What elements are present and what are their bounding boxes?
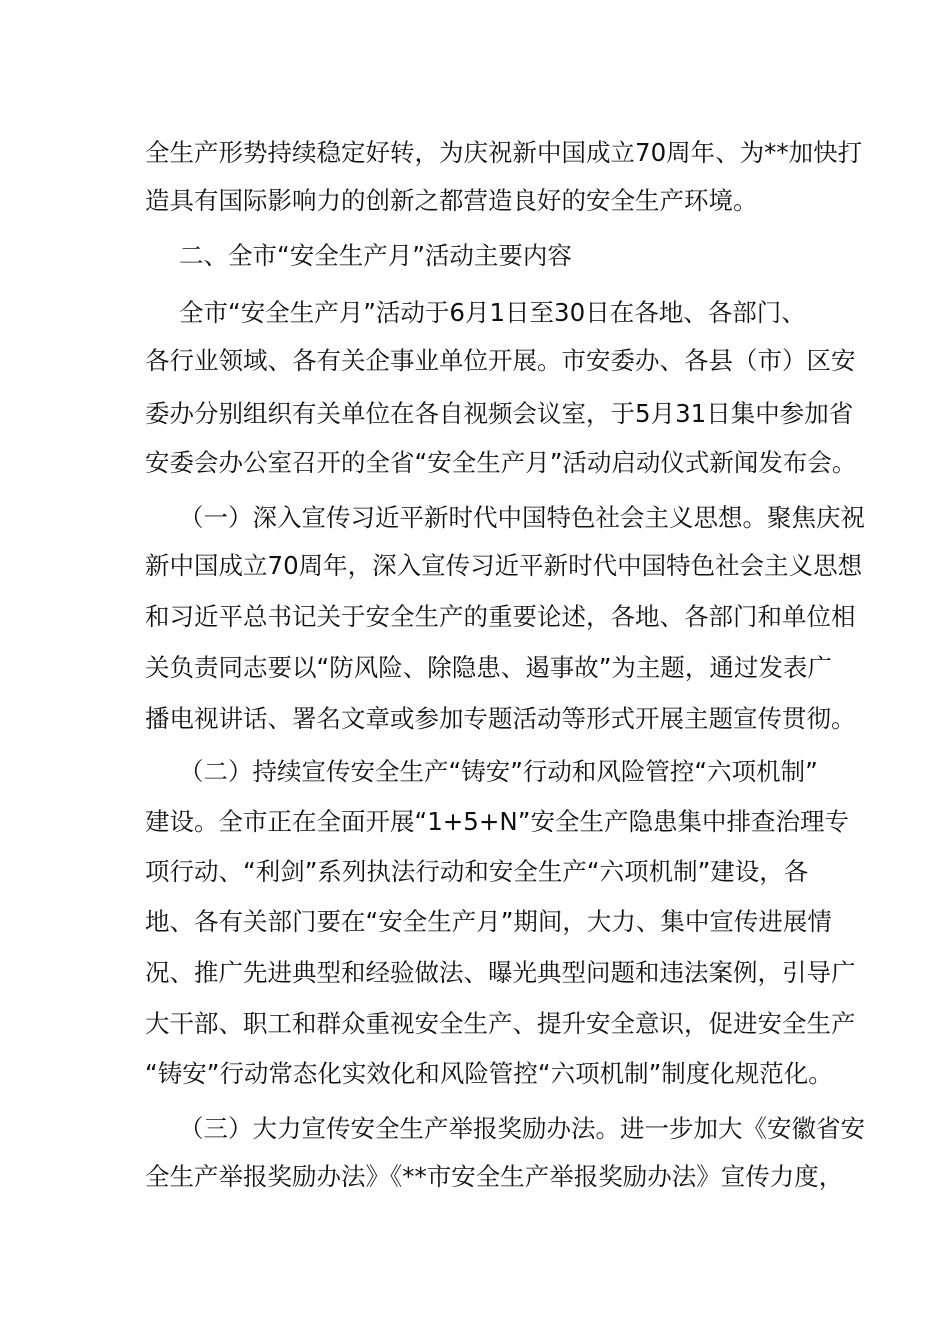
text-line: 委办分别组织有关单位在各自视频会议室，于5月31日集中参加省 bbox=[145, 399, 854, 428]
text-line: （三）大力宣传安全生产举报奖励办法。进一步加大《安徽省安 bbox=[179, 1114, 865, 1143]
text-line: 况、推广先进典型和经验做法、曝光典型问题和违法案例，引导广 bbox=[145, 958, 856, 987]
text-line: 建设。全市正在全面开展“1+5+N”安全生产隐患集中排查治理专 bbox=[145, 807, 849, 836]
text-line: 全生产形势持续稳定好转，为庆祝新中国成立70周年、为**加快打 bbox=[145, 138, 863, 167]
text-line: 全生产举报奖励办法》《**市安全生产举报奖励办法》宣传力度， bbox=[145, 1162, 844, 1191]
text-line: “铸安”行动常态化实效化和风险管控“六项机制”制度化规范化。 bbox=[145, 1059, 833, 1088]
text-line: 大干部、职工和群众重视安全生产、提升安全意识，促进安全生产 bbox=[145, 1009, 856, 1038]
text-line: 全市“安全生产月”活动于6月1日至30日在各地、各部门、 bbox=[179, 298, 806, 327]
text-line: （二）持续宣传安全生产“铸安”行动和风险管控“六项机制” bbox=[179, 757, 818, 786]
text-line: 新中国成立70周年，深入宣传习近平新时代中国特色社会主义思想 bbox=[145, 551, 863, 580]
section-heading: 二、全市“安全生产月”活动主要内容 bbox=[179, 241, 572, 270]
text-line: 项行动、“利剑”系列执法行动和安全生产“六项机制”建设，各 bbox=[145, 857, 809, 886]
text-line: （一）深入宣传习近平新时代中国特色社会主义思想。聚焦庆祝 bbox=[179, 503, 865, 532]
text-line: 和习近平总书记关于安全生产的重要论述，各地、各部门和单位相 bbox=[145, 602, 856, 631]
text-line: 地、各有关部门要在“安全生产月”期间，大力、集中宣传进展情 bbox=[145, 907, 832, 936]
text-line: 安委会办公室召开的全省“安全生产月”活动启动仪式新闻发布会。 bbox=[145, 448, 857, 477]
text-line: 播电视讲话、署名文章或参加专题活动等形式开展主题宣传贯彻。 bbox=[145, 704, 856, 733]
text-line: 造具有国际影响力的创新之都营造良好的安全生产环境。 bbox=[145, 186, 758, 215]
text-line: 各行业领域、各有关企事业单位开展。市安委办、各县（市）区安 bbox=[145, 346, 856, 375]
text-line: 关负责同志要以“防风险、除隐患、遏事故”为主题，通过发表广 bbox=[145, 653, 832, 682]
